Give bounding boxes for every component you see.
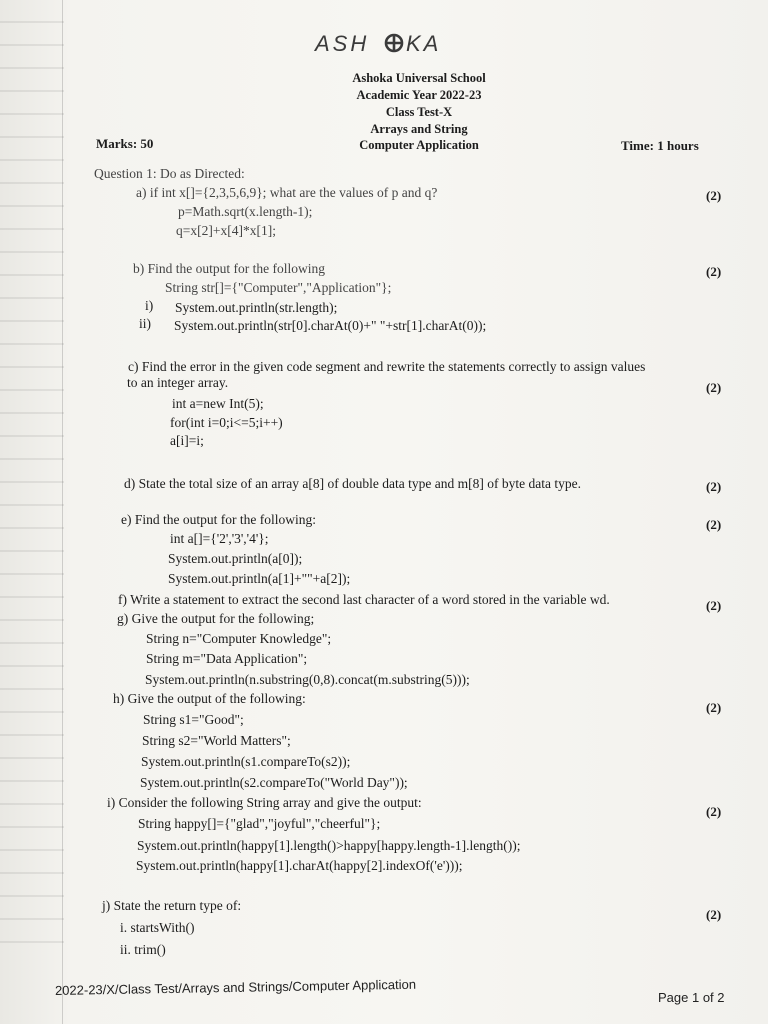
q-c-marks: (2) (706, 380, 722, 395)
q-i-stem: i) Consider the following String array and give the output: (107, 795, 422, 810)
q-b-item-num: ii) (139, 316, 151, 331)
q-d-stem: d) State the total size of an array a[8] of double data type and m[8] of byte data type. (124, 476, 581, 491)
q-h-code-line: String s2="World Matters"; (142, 733, 291, 748)
footer-document-code: 2022-23/X/Class Test/Arrays and Strings/Computer Application (54, 976, 417, 998)
q-c-code-line: for(int i=0;i<=5;i++) (170, 415, 283, 430)
q-a-code-line: q=x[2]+x[4]*x[1]; (176, 223, 276, 238)
total-marks: Marks: 50 (96, 136, 154, 151)
q-i-marks: (2) (706, 804, 722, 819)
q-h-code-line: System.out.println(s2.compareTo("World Day")); (140, 775, 408, 790)
school-name: Ashoka Universal School (352, 71, 486, 85)
q-i-code-line: System.out.println(happy[1].length()>happy[happy.length-1].length()); (137, 838, 521, 853)
q-h-code-line: String s1="Good"; (143, 712, 244, 727)
q-f-marks: (2) (706, 598, 722, 613)
q-c-stem: to an integer array. (127, 375, 229, 390)
q-b-marks: (2) (706, 264, 722, 279)
q-d-marks: (2) (706, 479, 722, 494)
q-c-stem: c) Find the error in the given code segment and rewrite the statements correctly to assign values (128, 359, 646, 374)
q-j-item: ii. trim() (120, 942, 166, 957)
q-g-code-line: System.out.println(n.substring(0,8).concat(m.substring(5))); (145, 672, 470, 687)
academic-year: Academic Year 2022-23 (356, 88, 482, 102)
topic: Arrays and String (370, 122, 468, 136)
q-e-stem: e) Find the output for the following: (121, 512, 316, 527)
q-b-stem: b) Find the output for the following (133, 261, 325, 276)
q-j-item: i. startsWith() (120, 920, 195, 935)
question-heading: Question 1: Do as Directed: (94, 166, 245, 181)
q-f-stem: f) Write a statement to extract the second last character of a word stored in the variable wd. (118, 592, 610, 607)
q-c-code-line: a[i]=i; (170, 433, 204, 448)
q-c-code-line: int a=new Int(5); (172, 396, 264, 411)
q-b-item-text: System.out.println(str[0].charAt(0)+" "+str[1].charAt(0)); (174, 318, 487, 333)
time-allowed: Time: 1 hours (621, 138, 699, 153)
q-e-code-line: int a[]={'2','3','4'}; (170, 531, 269, 546)
q-h-code-line: System.out.println(s1.compareTo(s2)); (141, 754, 351, 769)
q-b-item-text: System.out.println(str.length); (175, 300, 338, 315)
school-logo (0, 30, 768, 63)
q-g-stem: g) Give the output for the following; (117, 611, 315, 626)
q-g-code-line: String m="Data Application"; (146, 651, 308, 666)
page-edge (62, 0, 63, 1024)
ashoka-logo-icon (309, 30, 459, 56)
q-b-code-line: String str[]={"Computer","Application"}; (165, 280, 392, 295)
q-j-marks: (2) (706, 907, 722, 922)
q-a-marks: (2) (706, 188, 722, 203)
svg-text:KA: KA (406, 31, 442, 56)
q-a-code-line: p=Math.sqrt(x.length-1); (178, 204, 313, 219)
q-i-code-line: System.out.println(happy[1].charAt(happy[2].indexOf('e'))); (136, 858, 463, 873)
q-g-code-line: String n="Computer Knowledge"; (146, 631, 332, 646)
q-h-marks: (2) (706, 700, 722, 715)
q-j-stem: j) State the return type of: (102, 898, 242, 913)
q-e-code-line: System.out.println(a[1]+""+a[2]); (168, 571, 351, 586)
q-b-item-num: i) (145, 298, 154, 313)
svg-text:ASH: ASH (315, 31, 370, 56)
page-number: Page 1 of 2 (658, 990, 725, 1005)
q-e-code-line: System.out.println(a[0]); (168, 551, 303, 566)
test-name: Class Test-X (385, 105, 453, 119)
q-i-code-line: String happy[]={"glad","joyful","cheerful"}; (138, 816, 381, 831)
q-a-stem: a) if int x[]={2,3,5,6,9}; what are the values of p and q? (136, 185, 438, 200)
q-h-stem: h) Give the output of the following: (113, 691, 306, 706)
q-e-marks: (2) (706, 517, 722, 532)
subject: Computer Application (359, 138, 479, 152)
